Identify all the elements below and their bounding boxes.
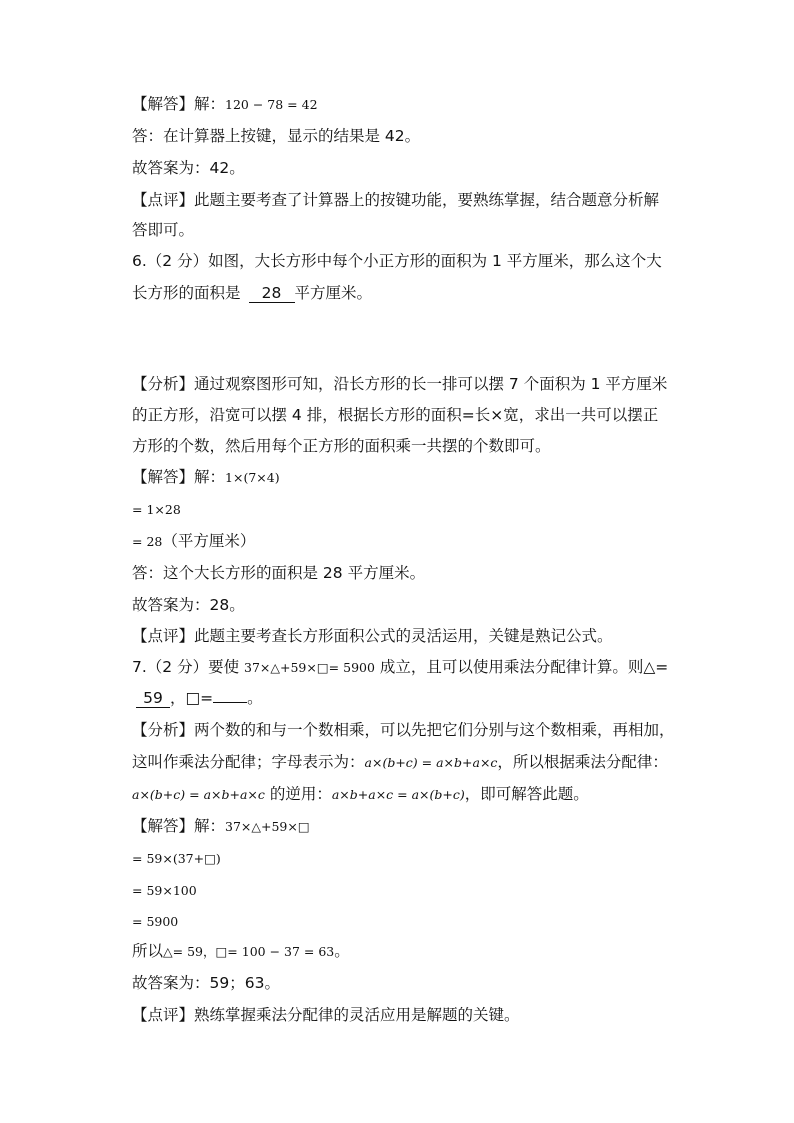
answer-blank: 59 — [136, 689, 170, 708]
formula-step: = 1×28 — [132, 502, 181, 517]
formula: 37×△+59×□ — [225, 819, 310, 834]
answer-tag: 【解答】解： — [132, 468, 226, 486]
question-7 — [132, 657, 668, 678]
analysis-text: ，即可解答此题。 — [464, 785, 589, 803]
comment-line-cont: 答即可。 — [132, 221, 195, 239]
analysis-text: ，所以根据乘法分配律： — [497, 753, 668, 771]
comment-line: 【点评】此题主要考查了计算器上的按键功能，要熟练掌握，结合题意分析解 — [132, 191, 660, 209]
formula: △= 59，□= 100 − 37 = 63 — [163, 944, 335, 959]
question-text: 平方厘米。 — [294, 284, 373, 302]
question-6-cont — [132, 283, 372, 303]
formula: a×b+a×c = a×(b+c) — [331, 787, 465, 802]
question-text: ，□= — [170, 689, 214, 707]
formula: a×(b+c) = a×b+a×c — [364, 755, 498, 770]
formula: 37×△+59×□= 5900 — [244, 660, 375, 675]
final-answer: 故答案为：28。 — [132, 596, 245, 614]
reply-line: 答：在计算器上按键，显示的结果是 42。 — [132, 127, 421, 145]
formula-step: = 59×(37+□) — [132, 851, 221, 866]
answer-line — [132, 94, 318, 115]
comment-line: 【点评】熟练掌握乘法分配律的灵活应用是解题的关键。 — [132, 1006, 520, 1024]
analysis-line: 【分析】通过观察图形可知，沿长方形的长一排可以摆 7 个面积为 1 平方厘米 — [132, 375, 668, 393]
question-7-cont — [132, 688, 263, 708]
formula-step — [132, 531, 255, 552]
formula: 1×(7×4) — [225, 470, 280, 485]
final-answer: 故答案为：42。 — [132, 159, 245, 177]
reply-line: 答：这个大长方形的面积是 28 平方厘米。 — [132, 564, 426, 582]
formula: a×(b+c) = a×b+a×c — [132, 787, 265, 802]
answer-blank — [213, 702, 247, 703]
analysis-line: 方形的个数，然后用每个正方形的面积乘一共摆的个数即可。 — [132, 437, 551, 455]
analysis-line — [132, 784, 589, 805]
answer-line — [132, 467, 280, 488]
question-6: 6.（2 分）如图，大长方形中每个小正方形的面积为 1 平方厘米，那么这个大 — [132, 252, 662, 270]
answer-tag: 【解答】解： — [132, 95, 226, 113]
analysis-text: 这叫作乘法分配律；字母表示为： — [132, 753, 365, 771]
formula-step: = 5900 — [132, 914, 179, 929]
analysis-line: 【分析】两个数的和与一个数相乘，可以先把它们分别与这个数相乘，再相加， — [132, 721, 675, 739]
answer-blank: 28 — [249, 284, 295, 303]
formula-step: = 59×100 — [132, 883, 197, 898]
analysis-line — [132, 752, 668, 773]
question-text: 成立，且可以使用乘法分配律计算。则△= — [379, 658, 669, 676]
analysis-text: 的逆用： — [269, 785, 332, 803]
analysis-line: 的正方形，沿宽可以摆 4 排，根据长方形的面积=长×宽，求出一共可以摆正 — [132, 406, 659, 424]
formula: = 28 — [132, 534, 163, 549]
question-text: 长方形的面积是 — [132, 284, 241, 302]
question-text: 。 — [247, 689, 263, 707]
answer-line — [132, 816, 310, 837]
answer-tag: 【解答】解： — [132, 817, 226, 835]
conclusion-line — [132, 941, 350, 962]
question-text: 7.（2 分）要使 — [132, 658, 240, 676]
comment-line: 【点评】此题主要考查长方形面积公式的灵活运用，关键是熟记公式。 — [132, 627, 613, 645]
conclusion-text: 所以 — [132, 942, 164, 960]
formula: 120 − 78 = 42 — [225, 97, 318, 112]
unit-text: （平方厘米） — [162, 532, 256, 550]
final-answer: 故答案为：59；63。 — [132, 974, 280, 992]
conclusion-text: 。 — [334, 942, 350, 960]
